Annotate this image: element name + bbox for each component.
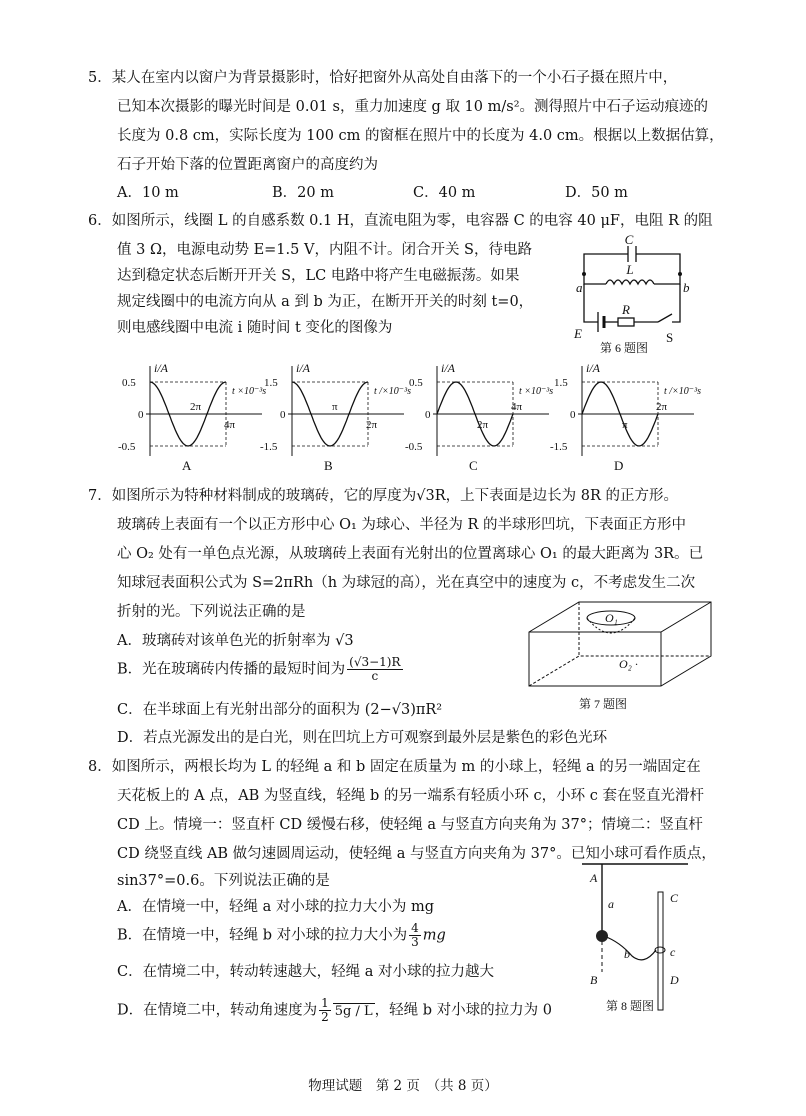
x-axis-label: t /×10⁻³s <box>374 386 411 397</box>
q7-option-b <box>117 656 405 683</box>
q6-line-1: 6．如图所示，线圈 L 的自感系数 0.1 H，直流电阻为零，电容器 C 的电容 40 μF，电阻 R 的阻 <box>88 213 713 229</box>
y-axis-label: i/A <box>586 361 600 375</box>
q5-option-a: A．10 m <box>117 185 179 201</box>
circuit-label-a: a <box>576 280 583 295</box>
q8-rope-figure <box>580 862 690 1022</box>
q8-option-d-fraction <box>319 997 331 1024</box>
q8-option-d-text: D．在情境二中，转动角速度为 <box>117 1002 318 1019</box>
q6-graph-d <box>550 360 700 475</box>
q6-line-2: 值 3 Ω，电源电动势 E=1.5 V，内阻不计。闭合开关 S，待电路 <box>117 242 532 258</box>
y-axis-label: i/A <box>441 361 455 375</box>
q7-option-c: C．在半球面上有光射出部分的面积为 (2−√3)πR² <box>117 702 443 718</box>
q7-line-5: 折射的光。下列说法正确的是 <box>117 604 306 620</box>
x-axis-label: t /×10⁻³s <box>664 386 701 397</box>
circuit-label-l: L <box>626 262 634 277</box>
q8-label-b: b <box>624 947 630 961</box>
graph-option-label: B <box>324 458 333 473</box>
y-axis-label: i/A <box>154 361 168 375</box>
y-tick-top: 0.5 <box>122 377 136 389</box>
q8-option-a: A．在情境一中，轻绳 a 对小球的拉力大小为 mg <box>117 899 434 915</box>
q7-option-b-fraction <box>347 656 402 683</box>
graph-option-label: A <box>182 458 192 473</box>
q7-label-o1: O₁ <box>605 611 618 625</box>
q5-option-b: B．20 m <box>272 185 334 201</box>
q6-figure-caption: 第 6 题图 <box>600 341 649 355</box>
y-tick-top: 1.5 <box>554 377 568 389</box>
q8-option-d <box>117 997 552 1024</box>
q8-line-1: 8．如图所示，两根长均为 L 的轻绳 a 和 b 固定在质量为 m 的小球上，轻绳 a 的另一端固定在 <box>88 759 701 775</box>
q7-line-3: 心 O₂ 处有一单色点光源，从玻璃砖上表面有光射出的位置离球心 O₁ 的最大距离为 3R。已 <box>117 546 704 562</box>
q5-line-3: 长度为 0.8 cm，实际长度为 100 cm 的窗框在照片中的长度为 4.0 cm。根据以上数据估算， <box>117 128 724 144</box>
q6-graph-b <box>260 360 410 475</box>
q7-b-denominator: c <box>371 669 379 683</box>
y-tick-zero: 0 <box>425 409 431 421</box>
q6-line-3: 达到稳定状态后断开开关 S，LC 电路中将产生电磁振荡。如果 <box>117 268 520 284</box>
q8-line-5: sin37°=0.6。下列说法正确的是 <box>117 873 330 889</box>
q7-glass-brick-figure <box>525 598 715 716</box>
tick-full-period: 2π <box>656 401 668 413</box>
q5-option-d: D．50 m <box>565 185 628 201</box>
graph-option-label: D <box>614 458 624 473</box>
q8-label-A: A <box>590 871 598 885</box>
tick-full-period: 4π <box>224 419 236 431</box>
circuit-label-b: b <box>683 280 690 295</box>
x-axis-label: t ×10⁻³s <box>519 386 554 397</box>
q8-label-c: c <box>670 945 676 959</box>
q7-figure-caption: 第 7 题图 <box>579 697 628 711</box>
tick-full-period: 4π <box>511 401 523 413</box>
circuit-label-r: R <box>622 302 630 317</box>
q6-graph-a <box>118 360 268 475</box>
q6-line-4: 规定线圈中的电流方向从 a 到 b 为正，在断开开关的时刻 t=0， <box>117 294 534 310</box>
q5-line-1: 5．某人在室内以窗户为背景摄影时，恰好把窗外从高处自由落下的一个小石子摄在照片中， <box>88 70 678 86</box>
circuit-label-c: C <box>624 232 634 247</box>
x-axis-label: t ×10⁻³s <box>232 386 267 397</box>
q8-label-C: C <box>670 891 679 905</box>
y-tick-top: 0.5 <box>409 377 423 389</box>
q8-figure-caption: 第 8 题图 <box>606 999 655 1013</box>
q5-option-c: C．40 m <box>413 185 476 201</box>
q8-label-a: a <box>608 897 614 911</box>
y-tick-zero: 0 <box>138 409 144 421</box>
q8-label-B: B <box>590 973 598 987</box>
q5-line-2: 已知本次摄影的曝光时间是 0.01 s，重力加速度 g 取 10 m/s²。测得照片中石子运动痕迹的 <box>117 99 708 115</box>
q5-line-4: 石子开始下落的位置距离窗户的高度约为 <box>117 157 378 173</box>
page-footer: 物理试题 第 2 页 （共 8 页） <box>308 1078 498 1094</box>
tick-half-period: 2π <box>477 419 489 431</box>
q7-b-numerator: (√3−1)R <box>349 655 401 669</box>
q7-line-4: 知球冠表面积公式为 S=2πRh（h 为球冠的高），光在真空中的速度为 c，不考虑发生二次 <box>117 575 696 591</box>
q8-option-b-unit: mg <box>422 927 446 944</box>
q8-option-b-fraction <box>409 922 421 949</box>
tick-half-period: π <box>332 401 338 413</box>
y-tick-bottom: -1.5 <box>550 441 568 453</box>
q7-option-a: A．玻璃砖对该单色光的折射率为 √3 <box>117 633 354 649</box>
q6-line-5: 则电感线圈中电流 i 随时间 t 变化的图像为 <box>117 320 393 336</box>
q8-line-4: CD 绕竖直线 AB 做匀速圆周运动，使轻绳 a 与竖直方向夹角为 37°。已知小球可看作质点， <box>117 846 716 862</box>
q8-option-c: C．在情境二中，转动转速越大，轻绳 a 对小球的拉力越大 <box>117 964 494 980</box>
q7-line-2: 玻璃砖上表面有一个以正方形中心 O₁ 为球心、半径为 R 的半球形凹坑，下表面正方形中 <box>117 517 687 533</box>
q6-circuit-diagram <box>560 232 710 356</box>
tick-full-period: 2π <box>366 419 378 431</box>
q8-b-denominator: 3 <box>411 935 419 949</box>
q8-line-2: 天花板上的 A 点，AB 为竖直线，轻绳 b 的另一端系有轻质小环 c，小环 c 套在竖直光滑杆 <box>117 788 704 804</box>
q7-label-o2: O₂ · <box>619 657 638 671</box>
q8-d-denominator: 2 <box>321 1010 329 1024</box>
y-tick-bottom: -0.5 <box>405 441 423 453</box>
graph-option-label: C <box>469 458 478 473</box>
tick-half-period: 2π <box>190 401 202 413</box>
q8-option-b-text: B．在情境一中，轻绳 b 对小球的拉力大小为 <box>117 927 408 944</box>
q8-option-d-tail: ，轻绳 b 对小球的拉力为 0 <box>374 1002 552 1019</box>
q8-option-d-root: 5g / L <box>334 1003 373 1019</box>
y-tick-bottom: -1.5 <box>260 441 278 453</box>
y-axis-label: i/A <box>296 361 310 375</box>
tick-half-period: π <box>622 419 628 431</box>
q7-option-d: D．若点光源发出的是白光，则在凹坑上方可观察到最外层是紫色的彩色光环 <box>117 730 608 746</box>
y-tick-top: 1.5 <box>264 377 278 389</box>
q8-line-3: CD 上。情境一：竖直杆 CD 缓慢右移，使轻绳 a 与竖直方向夹角为 37°；情境二：竖直杆 <box>117 817 703 833</box>
circuit-label-e: E <box>574 326 582 341</box>
q6-graph-c <box>405 360 555 475</box>
circuit-label-s: S <box>666 330 674 345</box>
q7-option-b-text: B．光在玻璃砖内传播的最短时间为 <box>117 661 346 678</box>
q7-line-1: 7．如图所示为特种材料制成的玻璃砖，它的厚度为√3R，上下表面是边长为 8R 的正方形。 <box>88 488 678 504</box>
q8-option-b <box>117 922 446 949</box>
y-tick-zero: 0 <box>570 409 576 421</box>
q8-b-numerator: 4 <box>411 921 419 935</box>
q8-label-D: D <box>670 973 679 987</box>
y-tick-bottom: -0.5 <box>118 441 136 453</box>
y-tick-zero: 0 <box>280 409 286 421</box>
q8-d-numerator: 1 <box>321 996 329 1010</box>
